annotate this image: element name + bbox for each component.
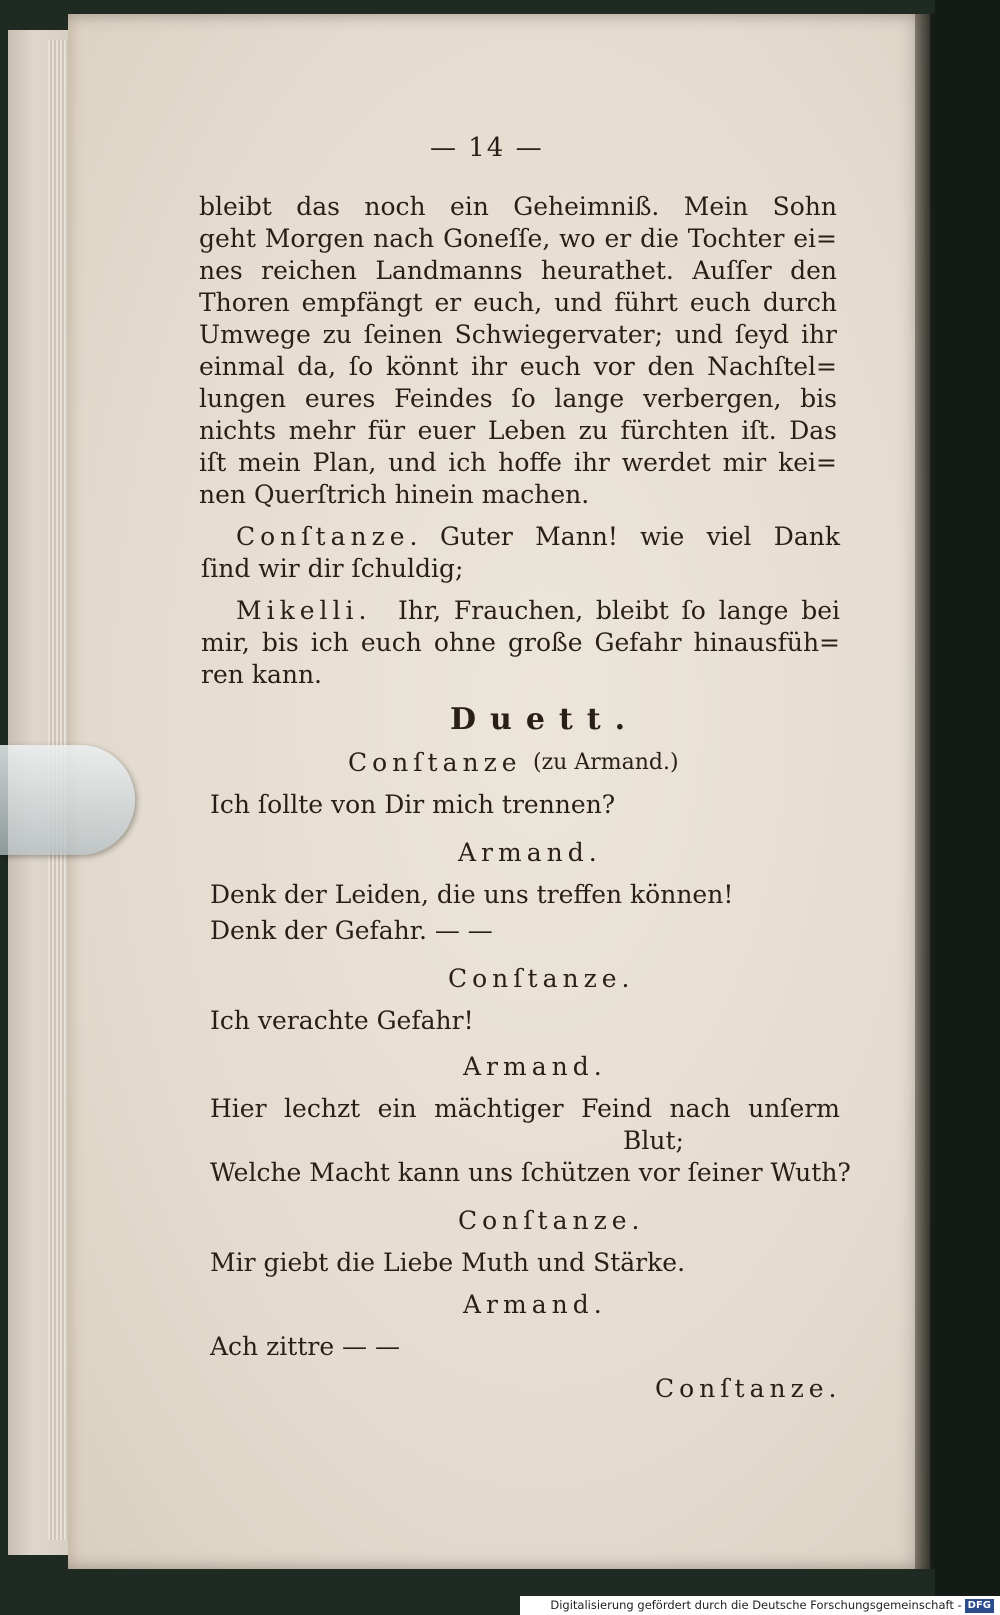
stage-direction: (zu Armand.): [533, 750, 679, 775]
text-line: geht Morgen nach Goneſſe, wo er die Tochter ei=: [199, 224, 837, 253]
text-line: nen Querſtrich hinein machen.: [199, 480, 590, 509]
text-line: nichts mehr für euer Leben zu fürchten iſt. Das: [199, 416, 837, 445]
text-line: bleibt das noch ein Geheimniß. Mein Sohn: [199, 192, 837, 221]
verse-line: Ich ſollte von Dir mich trennen?: [210, 790, 616, 819]
verse-line: Denk der Gefahr. — —: [210, 916, 493, 945]
catchword: Conſtanze.: [655, 1374, 842, 1403]
speaker-heading: Armand.: [458, 838, 602, 867]
verse-line: Hier lechzt ein mächtiger Feind nach unſerm: [210, 1094, 840, 1123]
text-line: einmal da, ſo könnt ihr euch vor den Nachſtel=: [199, 352, 837, 381]
text-line: iſt mein Plan, und ich hoffe ihr werdet mir kei=: [199, 448, 837, 477]
verse-line: Denk der Leiden, die uns treffen können!: [210, 880, 734, 909]
text-line: Umwege zu ſeinen Schwiegervater; und ſeyd ihr: [199, 320, 837, 349]
speech-line: mir, bis ich euch ohne große Gefahr hinausfüh=: [201, 628, 840, 657]
speaker-heading: Conſtanze.: [448, 964, 635, 993]
dfg-logo: DFG: [965, 1599, 994, 1613]
speaker-constanze: Conſtanze.: [236, 522, 423, 551]
speech-line: ren kann.: [201, 660, 322, 689]
text-line: lungen eures Feindes ſo lange verbergen, bis: [199, 384, 837, 413]
speaker-heading: Conſtanze.: [458, 1206, 645, 1235]
section-heading: Duett.: [450, 702, 640, 737]
page-number: — 14 —: [430, 133, 544, 163]
text-line: Thoren empfängt er euch, und führt euch durch: [199, 288, 837, 317]
speech-line: Ihr, Frauchen, bleibt ſo lange bei: [398, 596, 840, 625]
speech-line: Guter Mann! wie viel Dank: [440, 522, 840, 551]
speaker-heading: Armand.: [463, 1052, 607, 1081]
speaker-heading: Armand.: [463, 1290, 607, 1319]
verse-line-continuation: Blut;: [623, 1126, 684, 1155]
verse-line: Ich verachte Gefahr!: [210, 1006, 474, 1035]
verse-line: Ach zittre — —: [210, 1332, 401, 1361]
verse-line: Mir giebt die Liebe Muth und Stärke.: [210, 1248, 686, 1277]
speech-line: ſind wir dir ſchuldig;: [201, 554, 464, 583]
speaker-heading: Conſtanze: [348, 748, 522, 777]
verse-line: Welche Macht kann uns ſchützen vor ſeiner Wuth?: [210, 1158, 851, 1187]
text-line: nes reichen Landmanns heurathet. Auſſer den: [199, 256, 837, 285]
digitization-footer: [520, 1596, 1000, 1615]
speaker-mikelli: Mikelli.: [236, 596, 372, 625]
footer-text: Digitalisierung gefördert durch die Deutsche Forschungsgemeinschaft -: [550, 1598, 962, 1612]
